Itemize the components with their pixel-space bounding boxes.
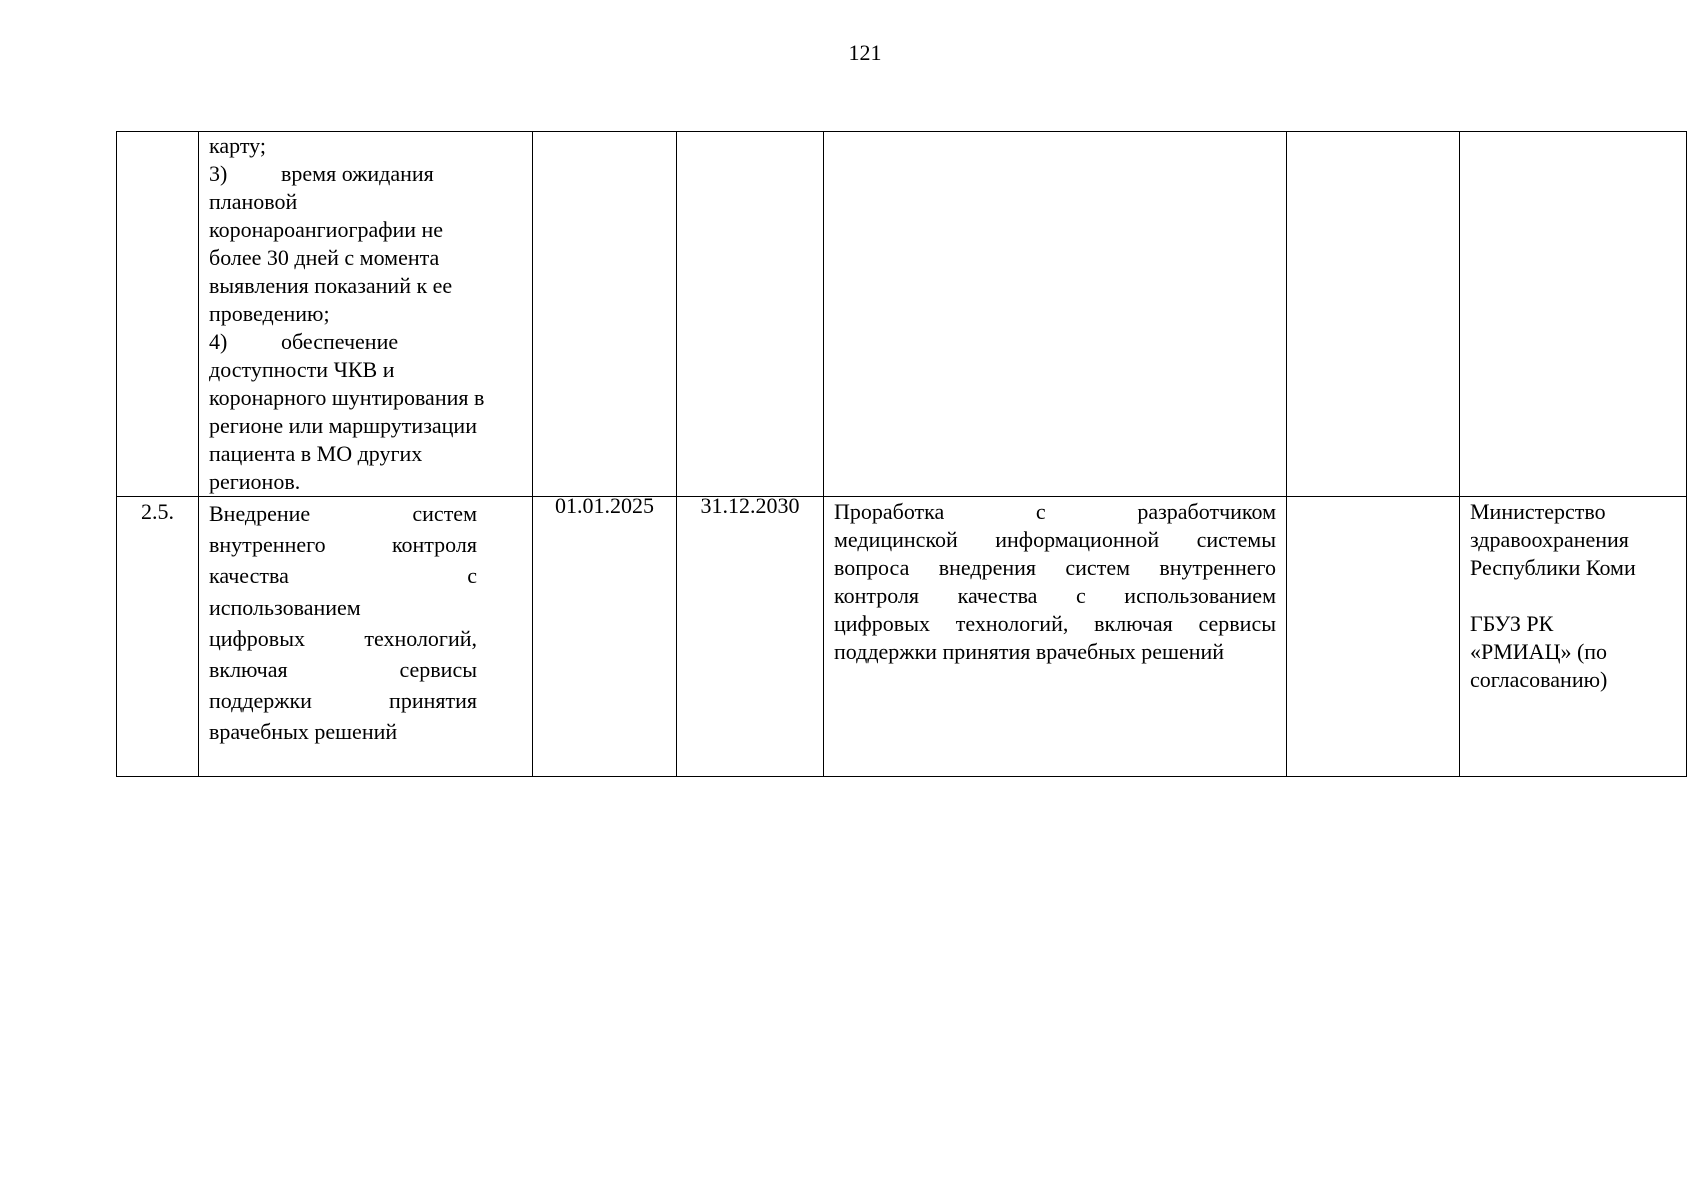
cell-end-date	[677, 493, 824, 777]
cell-result	[1287, 497, 1460, 777]
cell-number	[117, 132, 199, 497]
text-line: коронароангиографии не	[209, 217, 444, 242]
responsible-org-line: согласованию)	[1470, 667, 1608, 692]
list-item	[209, 160, 522, 188]
spacer	[1470, 582, 1676, 610]
text-line: контроля качества с использованием	[834, 583, 1276, 608]
cell-start-date	[533, 132, 677, 497]
cell-description	[824, 132, 1287, 497]
cell-number: 2.5.	[117, 497, 199, 777]
responsible-org-line: ГБУЗ РК	[1470, 611, 1554, 636]
text-line: обеспечение	[281, 329, 399, 354]
text-line: цифровых технологий, включая сервисы	[834, 611, 1276, 636]
list-item-number: 4)	[209, 329, 228, 354]
text-line: пациента в МО других	[209, 441, 423, 466]
responsible-org-line: Министерство	[1470, 499, 1606, 524]
responsible-org-line: «РМИАЦ» (по	[1470, 639, 1608, 664]
text-line: коронарного шунтирования в	[209, 385, 485, 410]
list-item	[209, 328, 522, 356]
text-line: использованием	[209, 594, 361, 620]
cell-start-date	[533, 493, 677, 777]
text-line: Проработка с разработчиком	[834, 499, 1276, 524]
text-line: качества с	[209, 563, 477, 589]
cell-measure-name	[199, 132, 533, 497]
responsible-org-line: Республики Коми	[1470, 555, 1636, 580]
text-line: Внедрение систем	[209, 501, 477, 526]
cell-end-date	[677, 132, 824, 497]
text-line: время ожидания	[281, 161, 434, 186]
cell-measure-name	[199, 497, 533, 777]
text-line: карту;	[209, 133, 266, 158]
text-line: поддержки принятия	[209, 688, 477, 714]
text-line: проведению;	[209, 301, 330, 326]
cell-responsible	[1460, 132, 1687, 497]
end-date: 31.12.2030	[700, 493, 800, 518]
text-line: плановой	[209, 189, 298, 214]
cell-result	[1287, 132, 1460, 497]
list-item-number: 3)	[209, 161, 228, 186]
text-line: включая сервисы	[209, 656, 477, 682]
cell-responsible	[1460, 497, 1687, 777]
measures-table	[116, 131, 1687, 777]
table-row-continued	[117, 132, 1687, 497]
start-date: 01.01.2025	[555, 493, 654, 518]
text-line: регионов.	[209, 469, 301, 494]
text-line: поддержки принятия врачебных решений	[834, 639, 1225, 664]
responsible-org-line: здравоохранения	[1470, 527, 1629, 552]
text-line: внутреннего контроля	[209, 532, 477, 558]
text-line: более 30 дней с момента	[209, 245, 440, 270]
text-line: медицинской информационной системы	[834, 527, 1276, 552]
cell-description	[824, 497, 1287, 777]
text-line: вопроса внедрения систем внутреннего	[834, 555, 1276, 580]
table-row-2-5	[117, 497, 1687, 777]
page-number: 121	[848, 40, 882, 65]
text-line: доступности ЧКВ и	[209, 357, 395, 382]
text-line: выявления показаний к ее	[209, 273, 453, 298]
text-line: врачебных решений	[209, 719, 398, 745]
text-line: регионе или маршрутизации	[209, 413, 477, 438]
text-line: цифровых технологий,	[209, 625, 477, 651]
